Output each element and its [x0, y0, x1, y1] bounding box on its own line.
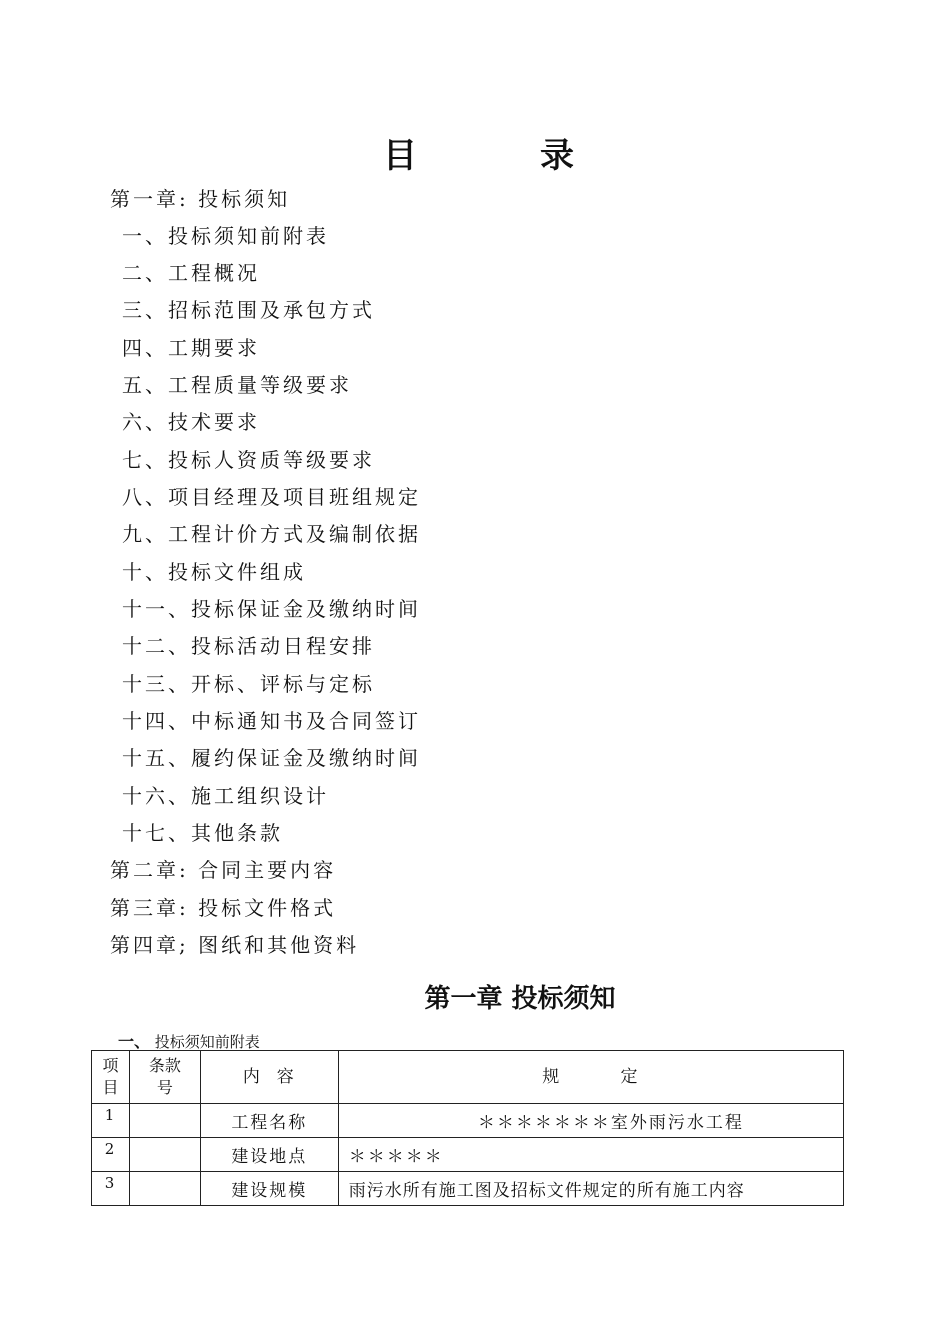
row-clause [129, 1104, 200, 1138]
toc-title-left: 目 [383, 136, 417, 176]
row-clause [129, 1172, 200, 1206]
toc-item: 十、投标文件组成 [122, 560, 306, 584]
header-rule: 规 定 [338, 1051, 843, 1104]
toc-item: 十三、开标、评标与定标 [122, 672, 375, 696]
table-row [92, 1172, 844, 1206]
toc-item: 六、技术要求 [122, 410, 260, 434]
row-rule: 雨污水所有施工图及招标文件规定的所有施工内容 [338, 1172, 843, 1206]
table-row [92, 1138, 844, 1172]
toc-item: 十五、履约保证金及缴纳时间 [122, 746, 421, 770]
toc-item: 十二、投标活动日程安排 [122, 634, 375, 658]
row-rule: ＊＊＊＊＊ [338, 1138, 843, 1172]
header-item: 项目 [92, 1051, 130, 1104]
row-rule: ＊＊＊＊＊＊＊室外雨污水工程 [338, 1104, 843, 1138]
table-row [92, 1104, 844, 1138]
row-content: 工程名称 [200, 1104, 338, 1138]
toc-item: 十一、投标保证金及缴纳时间 [122, 597, 421, 621]
toc-item: 七、投标人资质等级要求 [122, 448, 375, 472]
toc-item: 八、项目经理及项目班组规定 [122, 485, 421, 509]
toc-item-chapter-3: 第三章: 投标文件格式 [110, 896, 337, 920]
row-content: 建设规模 [200, 1172, 338, 1206]
toc-item: 二、工程概况 [122, 261, 260, 285]
toc-item: 四、工期要求 [122, 336, 260, 360]
toc-item-chapter-4: 第四章; 图纸和其他资料 [110, 933, 360, 957]
toc-item: 九、工程计价方式及编制依据 [122, 522, 421, 546]
row-index: 1 [92, 1104, 130, 1138]
toc-item: 十四、中标通知书及合同签订 [122, 709, 421, 733]
toc-item-chapter-1: 第一章: 投标须知 [110, 187, 291, 211]
toc-item: 三、招标范围及承包方式 [122, 298, 375, 322]
section-number: 一、 [118, 1032, 151, 1051]
toc-title-right: 录 [540, 136, 574, 176]
chapter-heading: 第一章 投标须知 [424, 984, 616, 1014]
header-content: 内 容 [200, 1051, 338, 1104]
table-header-row [92, 1051, 844, 1104]
toc-item: 五、工程质量等级要求 [122, 373, 352, 397]
toc-item: 一、投标须知前附表 [122, 224, 329, 248]
toc-item-chapter-2: 第二章: 合同主要内容 [110, 858, 337, 882]
row-clause [129, 1138, 200, 1172]
appendix-table [91, 1050, 844, 1206]
section-label [118, 1029, 260, 1052]
section-title: 投标须知前附表 [154, 1033, 260, 1051]
toc-item: 十七、其他条款 [122, 821, 283, 845]
row-index: 2 [92, 1138, 130, 1172]
row-index: 3 [92, 1172, 130, 1206]
header-clause: 条款号 [129, 1051, 200, 1104]
row-content: 建设地点 [200, 1138, 338, 1172]
toc-item: 十六、施工组织设计 [122, 784, 329, 808]
